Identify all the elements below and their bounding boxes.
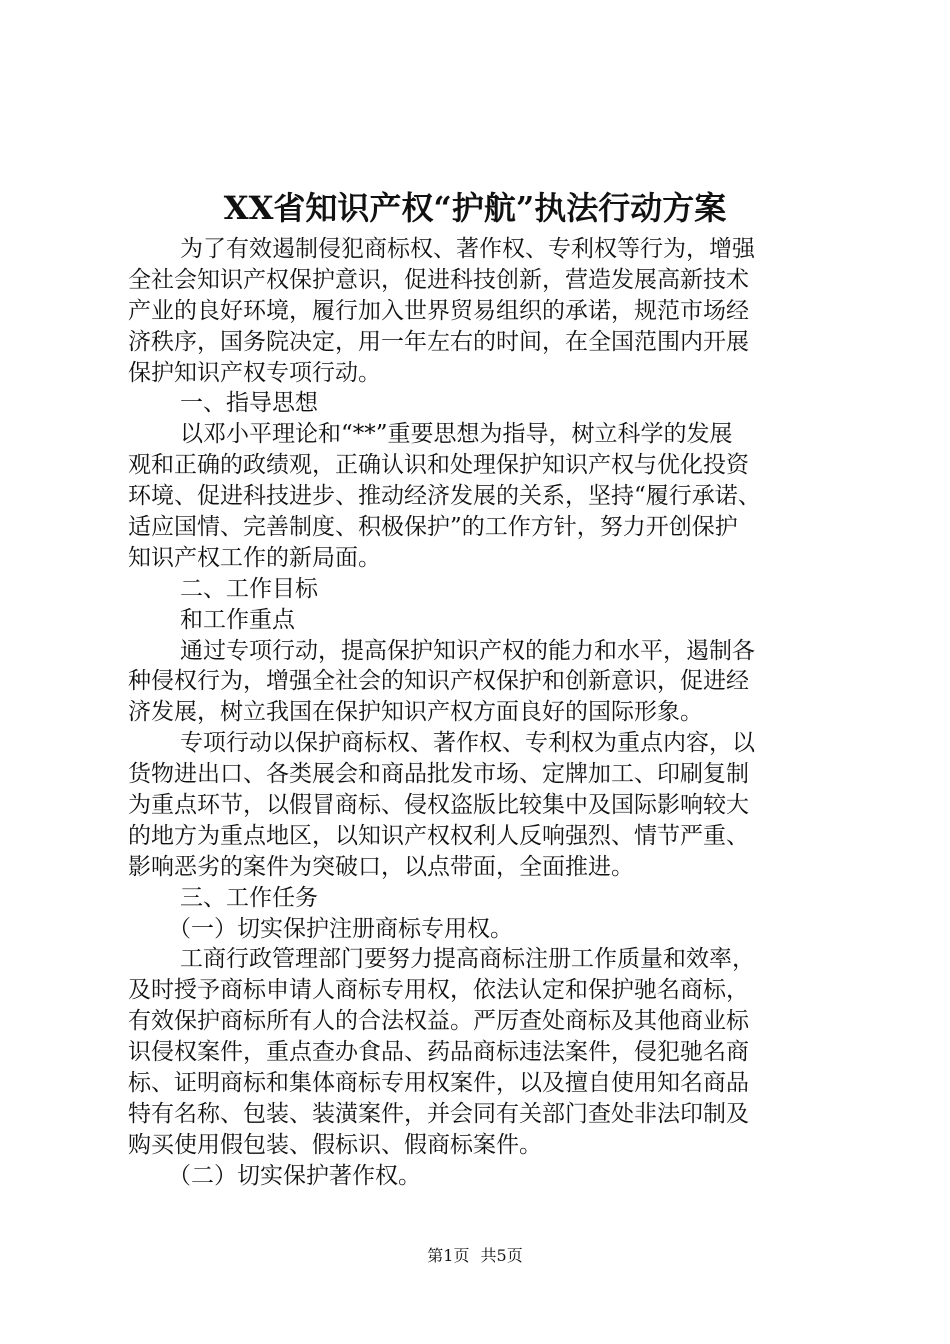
- paragraph-line: 工商行政管理部门要努力提高商标注册工作质量和效率，: [180, 946, 755, 973]
- page-footer: [0, 1244, 950, 1268]
- paragraph-line: 专项行动以保护商标权、著作权、专利权为重点内容，以: [180, 730, 755, 757]
- paragraph-line: 环境、促进科技进步、推动经济发展的关系，坚持“履行承诺、: [128, 483, 761, 510]
- paragraph-line: 适应国情、完善制度、积极保护”的工作方针，努力开创保护: [128, 514, 738, 541]
- paragraph-line: 货物进出口、各类展会和商品批发市场、定牌加工、印刷复制: [128, 761, 749, 788]
- paragraph-line: 济秩序，国务院决定，用一年左右的时间，在全国范围内开展: [128, 328, 749, 355]
- paragraph-line: 通过专项行动，提高保护知识产权的能力和水平，遏制各: [180, 637, 755, 664]
- section-heading-continued: 和工作重点: [180, 606, 295, 633]
- paragraph-line: 有效保护商标所有人的合法权益。严厉查处商标及其他商业标: [128, 1008, 749, 1035]
- paragraph-line: 及时授予商标申请人商标专用权，依法认定和保护驰名商标，: [128, 977, 749, 1004]
- paragraph-line: 济发展，树立我国在保护知识产权方面良好的国际形象。: [128, 699, 703, 726]
- paragraph-line: 知识产权工作的新局面。: [128, 544, 381, 571]
- paragraph-line: 为了有效遏制侵犯商标权、著作权、专利权等行为，增强: [180, 236, 755, 262]
- subsection-heading: （二）切实保护著作权。: [168, 1162, 421, 1189]
- paragraph-line: 标、证明商标和集体商标专用权案件，以及擅自使用知名商品: [128, 1070, 749, 1097]
- paragraph-line: 以邓小平理论和“**”重要思想为指导，树立科学的发展: [180, 421, 733, 448]
- page-total: 共5页: [480, 1246, 523, 1265]
- document-body: [128, 234, 828, 1192]
- paragraph-line: 识侵权案件，重点查办食品、药品商标违法案件，侵犯驰名商: [128, 1039, 749, 1066]
- paragraph-line: 的地方为重点地区，以知识产权权利人反响强烈、情节严重、: [128, 822, 749, 849]
- paragraph-line: 为重点环节，以假冒商标、侵权盗版比较集中及国际影响较大: [128, 792, 749, 819]
- section-heading: 二、工作目标: [180, 575, 318, 602]
- page-number: 第1页: [427, 1246, 470, 1265]
- document-title: XX省知识产权“护航”执法行动方案: [223, 189, 727, 227]
- section-heading: 三、工作任务: [180, 884, 318, 911]
- paragraph-line: 产业的良好环境，履行加入世界贸易组织的承诺，规范市场经: [128, 297, 749, 324]
- paragraph-line: 观和正确的政绩观，正确认识和处理保护知识产权与优化投资: [128, 452, 749, 479]
- paragraph-line: 全社会知识产权保护意识，促进科技创新，营造发展高新技术: [128, 266, 749, 293]
- subsection-heading: （一）切实保护注册商标专用权。: [168, 915, 513, 942]
- paragraph-line: 种侵权行为，增强全社会的知识产权保护和创新意识，促进经: [128, 668, 749, 695]
- paragraph-line: 影响恶劣的案件为突破口，以点带面，全面推进。: [128, 853, 634, 880]
- paragraph-line: 保护知识产权专项行动。: [128, 359, 381, 386]
- paragraph-line: 特有名称、包装、装潢案件，并会同有关部门查处非法印制及: [128, 1100, 749, 1127]
- section-heading: 一、指导思想: [180, 390, 318, 417]
- paragraph-line: 购买使用假包装、假标识、假商标案件。: [128, 1131, 542, 1158]
